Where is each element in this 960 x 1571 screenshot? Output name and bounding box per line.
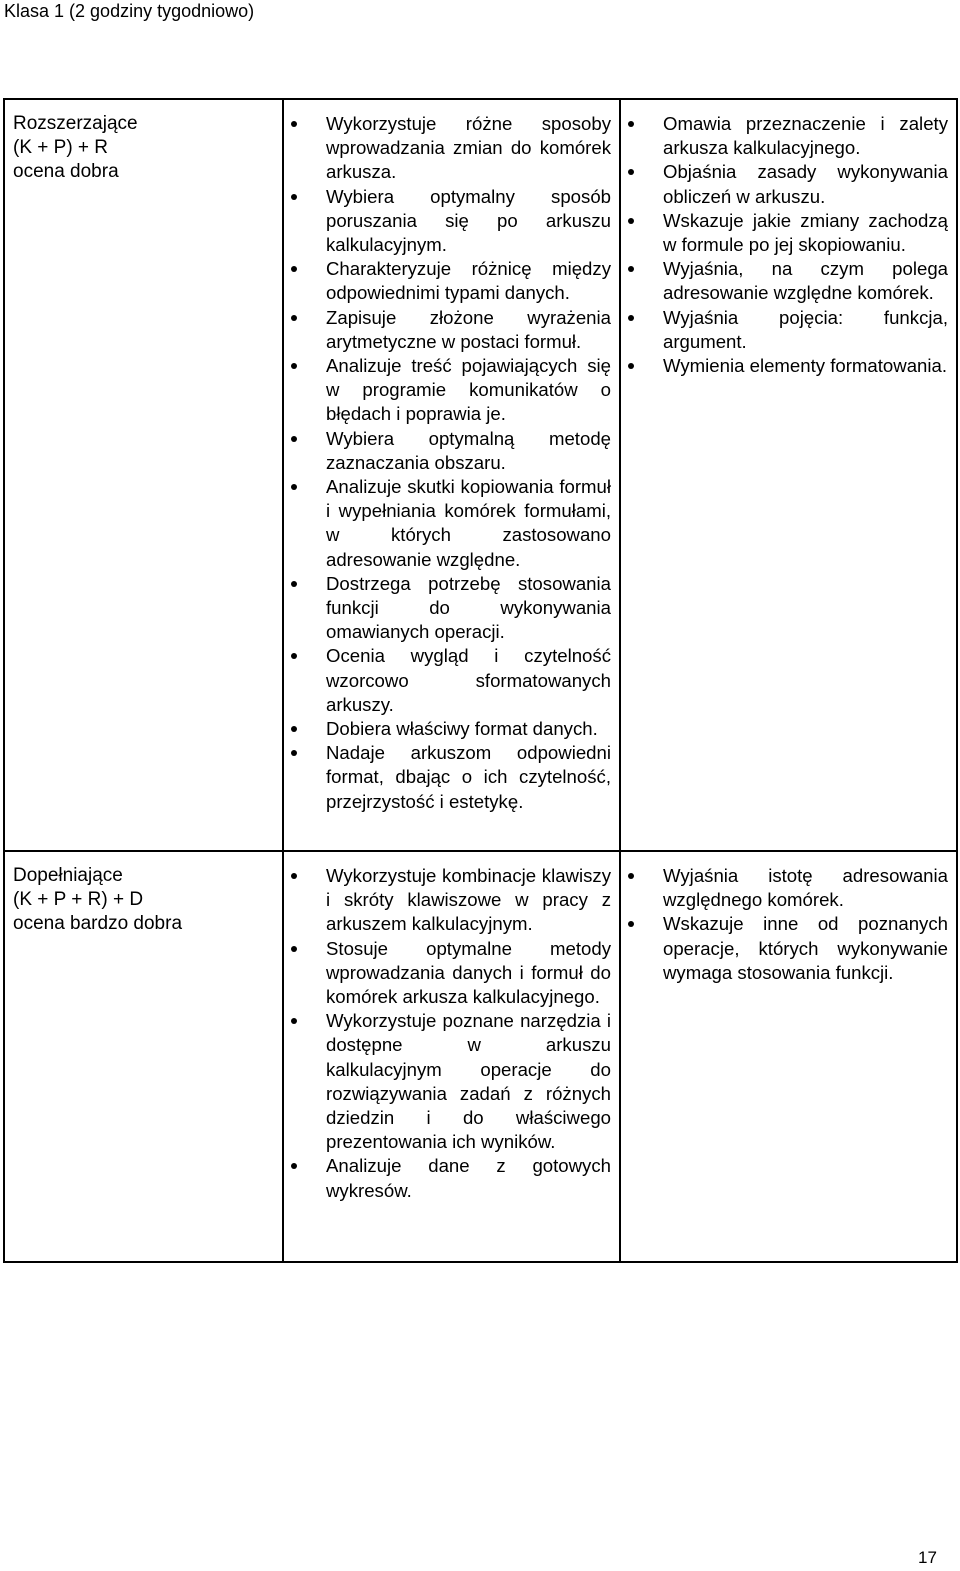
page-number: 17 bbox=[918, 1548, 937, 1567]
list-item-text: Dobiera właściwy format danych. bbox=[326, 718, 598, 740]
requirements-list bbox=[621, 100, 956, 378]
list-item-text: Objaśnia zasady wykonywania obliczeń w arkuszu. bbox=[663, 161, 948, 207]
bullet-icon bbox=[628, 873, 634, 879]
list-item-text: Wskazuje inne od poznanych operacje, których wykonywanie wymaga stosowania funkcji. bbox=[663, 913, 948, 983]
bullet-icon bbox=[291, 946, 297, 952]
list-item-text: Nadaje arkuszom odpowiedni format, dbając o ich czytelność, przejrzystość i estetykę. bbox=[326, 742, 611, 812]
bullet-icon bbox=[628, 921, 634, 927]
requirements-list bbox=[621, 852, 956, 985]
level-formula: (K + P) + R bbox=[13, 137, 109, 158]
list-item-text: Zapisuje złożone wyrażenia arytmetyczne w postaci formuł. bbox=[326, 306, 611, 352]
list-item-text: Charakteryzuje różnicę między odpowiednimi typami danych. bbox=[326, 258, 611, 304]
table-row bbox=[4, 851, 957, 1262]
list-item bbox=[284, 1154, 611, 1202]
list-item-text: Ocenia wygląd i czytelność wzorcowo sformatowanych arkuszy. bbox=[326, 645, 611, 715]
table-row bbox=[4, 99, 957, 851]
bullet-icon bbox=[291, 121, 297, 127]
list-item bbox=[284, 741, 611, 814]
level-name: Rozszerzające bbox=[13, 113, 138, 134]
list-item bbox=[284, 644, 611, 717]
level-grade: ocena dobra bbox=[13, 161, 119, 182]
list-item-text: Wybiera optymalny sposób poruszania się po arkuszu kalkulacyjnym. bbox=[326, 185, 611, 256]
list-item bbox=[284, 427, 611, 475]
bullet-icon bbox=[291, 266, 297, 272]
list-item bbox=[284, 185, 611, 258]
list-item bbox=[621, 257, 948, 305]
list-item-text: Wykorzystuje kombinacje klawiszy i skróty klawiszowe w pracy z arkuszem kalkulacyjnym. bbox=[326, 865, 611, 935]
list-item bbox=[621, 306, 948, 354]
bullet-icon bbox=[291, 726, 297, 732]
list-item bbox=[284, 257, 611, 305]
list-item-text: Wykorzystuje poznane narzędzia i dostępne w arkuszu kalkulacyjnym operacje do rozwiązywania zadań z różnych dziedzin i do właściwego prezentowania ich wyników. bbox=[326, 1010, 611, 1153]
list-item-text: Wybiera optymalną metodę zaznaczania obszaru. bbox=[326, 427, 611, 473]
page-header: Klasa 1 (2 godziny tygodniowo) bbox=[4, 1, 255, 21]
bullet-icon bbox=[291, 653, 297, 659]
skills-cell bbox=[283, 851, 620, 1262]
list-item bbox=[284, 475, 611, 572]
list-item-text: Analizuje treść pojawiających się w programie komunikatów o błędach i poprawia je. bbox=[326, 355, 611, 425]
bullet-icon bbox=[628, 363, 634, 369]
list-item bbox=[284, 937, 611, 1010]
bullet-icon bbox=[291, 436, 297, 442]
level-grade: ocena bardzo dobra bbox=[13, 913, 183, 934]
list-item-text: Wykorzystuje różne sposoby wprowadzania zmian do komórek arkusza. bbox=[326, 113, 611, 183]
requirements-list bbox=[284, 852, 619, 1203]
list-item-text: Wyjaśnia pojęcia: funkcja, argument. bbox=[663, 306, 948, 352]
bullet-icon bbox=[291, 363, 297, 369]
bullet-icon bbox=[291, 1018, 297, 1024]
list-item-text: Dostrzega potrzebę stosowania funkcji do wykonywania omawianych operacji. bbox=[326, 572, 611, 643]
requirements-table bbox=[3, 98, 958, 1263]
knowledge-cell bbox=[620, 99, 957, 851]
list-item-text: Wyjaśnia istotę adresowania względnego komórek. bbox=[663, 865, 948, 911]
bullet-icon bbox=[628, 315, 634, 321]
list-item-text: Wyjaśnia, na czym polega adresowanie względne komórek. bbox=[663, 258, 948, 304]
knowledge-cell bbox=[620, 851, 957, 1262]
list-item bbox=[284, 112, 611, 185]
bullet-icon bbox=[291, 873, 297, 879]
level-cell bbox=[4, 99, 283, 851]
bullet-icon bbox=[291, 581, 297, 587]
level-name: Dopełniające bbox=[13, 865, 123, 886]
list-item bbox=[284, 306, 611, 354]
list-item bbox=[621, 912, 948, 985]
list-item bbox=[284, 864, 611, 937]
requirements-list bbox=[284, 100, 619, 814]
level-formula: (K + P + R) + D bbox=[13, 889, 144, 910]
list-item bbox=[621, 864, 948, 912]
bullet-icon bbox=[628, 121, 634, 127]
bullet-icon bbox=[628, 169, 634, 175]
list-item-text: Analizuje skutki kopiowania formuł i wypełniania komórek formułami, w których zastosowano adresowanie względne. bbox=[326, 476, 611, 570]
list-item bbox=[284, 354, 611, 427]
level-cell bbox=[4, 851, 283, 1262]
list-item-text: Analizuje dane z gotowych wykresów. bbox=[326, 1155, 611, 1201]
list-item bbox=[621, 112, 948, 160]
bullet-icon bbox=[291, 194, 297, 200]
bullet-icon bbox=[628, 266, 634, 272]
list-item bbox=[284, 717, 611, 741]
list-item-text: Wskazuje jakie zmiany zachodzą w formule po jej skopiowaniu. bbox=[663, 209, 948, 256]
bullet-icon bbox=[291, 484, 297, 490]
list-item bbox=[621, 160, 948, 208]
skills-cell bbox=[283, 99, 620, 851]
list-item-text: Stosuje optymalne metody wprowadzania danych i formuł do komórek arkusza kalkulacyjnego. bbox=[326, 937, 611, 1008]
list-item bbox=[621, 354, 948, 378]
list-item bbox=[284, 1009, 611, 1154]
bullet-icon bbox=[291, 750, 297, 756]
list-item-text: Wymienia elementy formatowania. bbox=[663, 355, 948, 377]
bullet-icon bbox=[291, 315, 297, 321]
bullet-icon bbox=[291, 1163, 297, 1169]
list-item bbox=[284, 572, 611, 645]
list-item-text: Omawia przeznaczenie i zalety arkusza kalkulacyjnego. bbox=[663, 113, 948, 159]
list-item bbox=[621, 209, 948, 257]
bullet-icon bbox=[628, 218, 634, 224]
